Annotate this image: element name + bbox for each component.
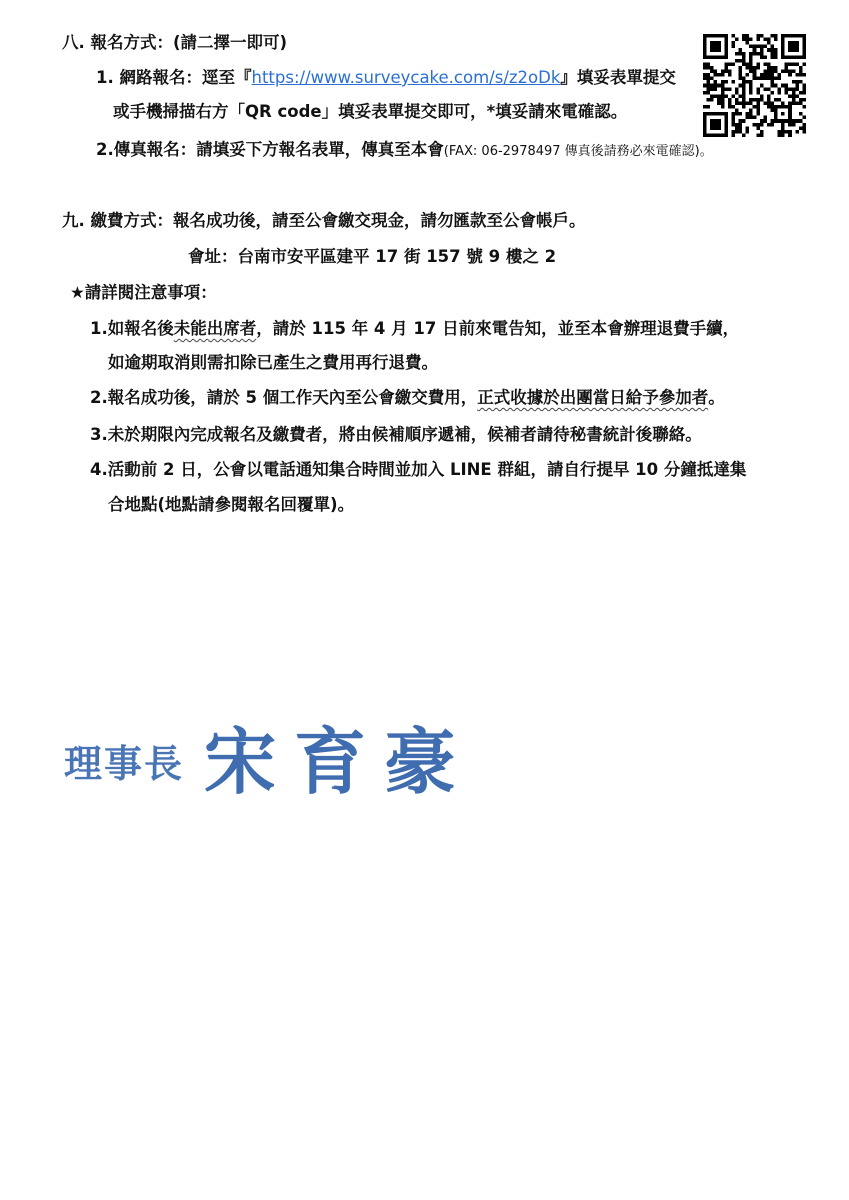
online-registration-suffix: 』填妥表單提交 — [560, 68, 676, 87]
association-address: 會址：台南市安平區建平 17 街 157 號 9 樓之 2 — [188, 247, 557, 266]
note-2-underlined: 正式收據於出團當日給予參加者 — [477, 388, 709, 407]
note-4-line-1: 4.活動前 2 日，公會以電話通知集合時間並加入 LINE 群組，請自行提早 10 分鐘抵達集 — [90, 460, 747, 479]
signature-title-text: 理事長 — [64, 741, 185, 786]
fax-registration-main: 2.傳真報名：請填妥下方報名表單，傳真至本會 — [96, 140, 444, 159]
chairman-signature — [62, 705, 482, 805]
section-8-heading: 八. 報名方式：(請二擇一即可) — [62, 33, 288, 52]
section-9-heading: 九. 繳費方式：報名成功後，請至公會繳交現金，請勿匯款至公會帳戶。 — [62, 211, 586, 230]
note-3: 3.未於期限內完成報名及繳費者，將由候補順序遞補，候補者請待秘書統計後聯絡。 — [90, 425, 702, 444]
note-2 — [90, 387, 725, 409]
qr-code-icon[interactable] — [703, 34, 806, 137]
signature-name-text: 宋育豪 — [204, 719, 475, 804]
note-2-text-b: 。 — [708, 388, 725, 407]
qr-instruction-line: 或手機掃描右方「QR code」填妥表單提交即可，*填妥請來電確認。 — [113, 102, 628, 121]
note-1-text-a: 1.如報名後 — [90, 319, 174, 338]
note-2-text-a: 2.報名成功後，請於 5 個工作天內至公會繳交費用， — [90, 388, 478, 407]
note-1-line-1 — [90, 318, 739, 340]
note-1-underlined: 未能出席者 — [173, 319, 257, 338]
note-4-line-2: 合地點(地點請參閱報名回覆單)。 — [108, 495, 355, 514]
survey-link[interactable]: https://www.surveycake.com/s/z2oDk — [251, 68, 561, 87]
fax-registration-line — [96, 139, 713, 163]
online-registration-line — [96, 67, 676, 89]
online-registration-prefix: 1. 網路報名：逕至『 — [96, 68, 252, 87]
notes-title: ★請詳閱注意事項： — [70, 283, 217, 302]
note-1-line-2: 如逾期取消則需扣除已產生之費用再行退費。 — [108, 353, 438, 372]
fax-registration-note: (FAX: 06-2978497 傳真後請務必來電確認)。 — [443, 144, 713, 159]
note-1-text-b: ，請於 115 年 4 月 17 日前來電告知，並至本會辦理退費手續， — [256, 319, 740, 338]
